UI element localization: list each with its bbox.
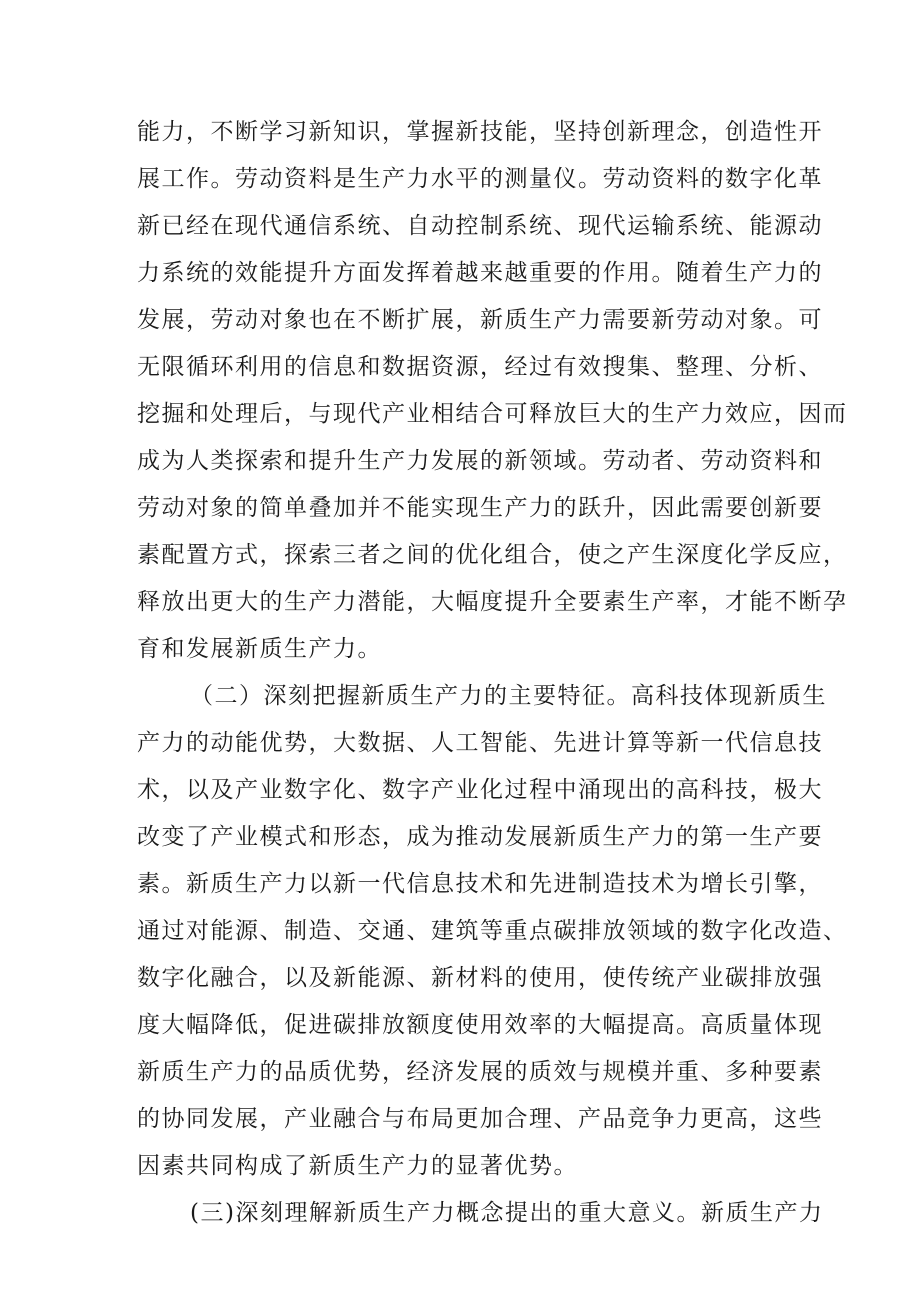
paragraph-1-line-4: 力系统的效能提升方面发挥着越来越重要的作用。随着生产力的 xyxy=(137,260,823,286)
paragraph-2-line-1: （二）深刻把握新质生产力的主要特征。高科技体现新质生 xyxy=(190,683,827,709)
paragraph-1-line-1: 能力，不断学习新知识，掌握新技能，坚持创新理念，创造性开 xyxy=(137,119,823,145)
paragraph-2-line-11: 因素共同构成了新质生产力的显著优势。 xyxy=(137,1153,578,1179)
paragraph-2-line-4: 改变了产业模式和形态，成为推动发展新质生产力的第一生产要 xyxy=(137,824,823,850)
paragraph-1-line-3: 新已经在现代通信系统、自动控制系统、现代运输系统、能源动 xyxy=(137,213,823,239)
paragraph-2-line-7: 数字化融合，以及新能源、新材料的使用，使传统产业碳排放强 xyxy=(137,965,823,991)
paragraph-1-line-2: 展工作。劳动资料是生产力水平的测量仪。劳动资料的数字化革 xyxy=(137,166,823,192)
paragraph-3-line-1: (三)深刻理解新质生产力概念提出的重大意义。新质生产力 xyxy=(190,1200,824,1226)
paragraph-2-line-2: 产力的动能优势，大数据、人工智能、先进计算等新一代信息技 xyxy=(137,730,823,756)
paragraph-2-line-6: 通过对能源、制造、交通、建筑等重点碳排放领域的数字化改造、 xyxy=(137,918,848,944)
paragraph-1-line-6: 无限循环利用的信息和数据资源，经过有效搜集、整理、分析、 xyxy=(137,354,823,380)
paragraph-2-line-5: 素。新质生产力以新一代信息技术和先进制造技术为增长引擎， xyxy=(137,871,823,897)
paragraph-2-line-10: 的协同发展，产业融合与布局更加合理、产品竞争力更高，这些 xyxy=(137,1106,823,1132)
paragraph-2-line-9: 新质生产力的品质优势，经济发展的质效与规模并重、多种要素 xyxy=(137,1059,823,1085)
paragraph-2-line-3: 术，以及产业数字化、数字产业化过程中涌现出的高科技，极大 xyxy=(137,777,823,803)
paragraph-1-line-12: 育和发展新质生产力。 xyxy=(137,636,382,662)
paragraph-1-line-7: 挖掘和处理后，与现代产业相结合可释放巨大的生产力效应，因而 xyxy=(137,401,848,427)
paragraph-1-line-5: 发展，劳动对象也在不断扩展，新质生产力需要新劳动对象。可 xyxy=(137,307,823,333)
paragraph-1-line-11: 释放出更大的生产力潜能，大幅度提升全要素生产率，才能不断孕 xyxy=(137,589,848,615)
paragraph-1-line-8: 成为人类探索和提升生产力发展的新领域。劳动者、劳动资料和 xyxy=(137,448,823,474)
paragraph-1-line-9: 劳动对象的简单叠加并不能实现生产力的跃升，因此需要创新要 xyxy=(137,495,823,521)
paragraph-1-line-10: 素配置方式，探索三者之间的优化组合，使之产生深度化学反应， xyxy=(137,542,848,568)
paragraph-2-line-8: 度大幅降低，促进碳排放额度使用效率的大幅提高。高质量体现 xyxy=(137,1012,823,1038)
